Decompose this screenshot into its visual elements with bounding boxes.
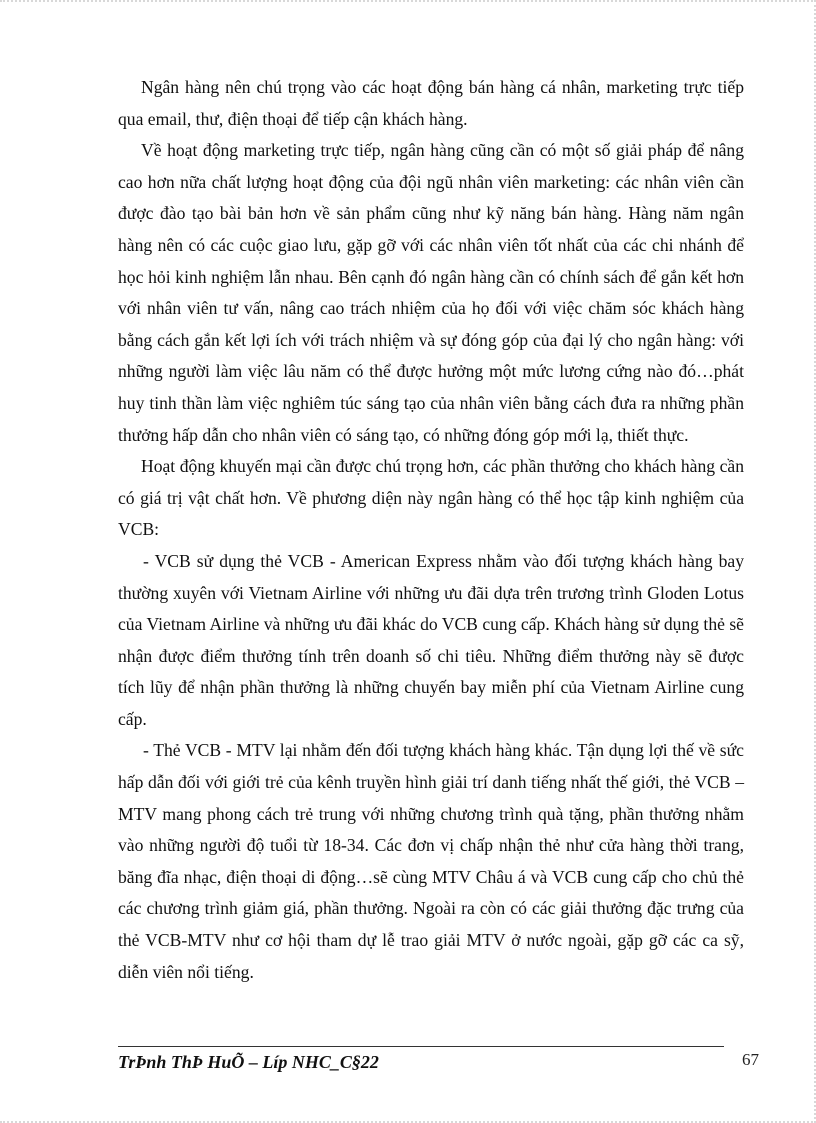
paragraph-direct-marketing: Về hoạt động marketing trực tiếp, ngân hàng cũng cần có một số giải pháp để nâng cao hơn nữa chất lượng hoạt động của đội ngũ nhân viên marketing: các nhân viên cần được đào tạo bài bản hơn về sản phẩm cũng như kỹ năng bán hàng. Hàng năm ngân hàng nên có các cuộc giao lưu, gặp gỡ với các nhân viên tốt nhất của các chi nhánh để học hỏi kinh nghiệm lẫn nhau. Bên cạnh đó ngân hàng cần có chính sách để gắn kết hơn với nhân viên tư vấn, nâng cao trách nhiệm của họ đối với việc chăm sóc khách hàng bằng cách gắn kết lợi ích với trách nhiệm và sự đóng góp của đại lý cho ngân hàng: với những người làm việc lâu năm có thể được hưởng một mức lương cứng nào đó…phát huy tinh thần làm việc nghiêm túc sáng tạo của nhân viên bằng cách đưa ra những phần thưởng hấp dẫn cho nhân viên có sáng tạo, có những đóng góp mới lạ, thiết thực.: [118, 140, 744, 445]
document-body: [118, 72, 744, 988]
paragraph-personal-sales: Ngân hàng nên chú trọng vào các hoạt động bán hàng cá nhân, marketing trực tiếp qua email, thư, điện thoại để tiếp cận khách hàng.: [118, 77, 744, 129]
paragraph-promotions: Hoạt động khuyến mại cần được chú trọng hơn, các phần thưởng cho khách hàng cần có giá trị vật chất hơn. Về phương diện này ngân hàng có thể học tập kinh nghiệm của VCB:: [118, 456, 744, 540]
bullet-vcb-mtv: - Thẻ VCB - MTV lại nhằm đến đối tượng khách hàng khác. Tận dụng lợi thế về sức hấp dẫn đối với giới trẻ của kênh truyền hình giải trí danh tiếng nhất thế giới, thẻ VCB – MTV mang phong cách trẻ trung với những chương trình quà tặng, phần thưởng nhằm vào những người độ tuổi từ 18-34. Các đơn vị chấp nhận thẻ như cửa hàng thời trang, băng đĩa nhạc, điện thoại di động…sẽ cùng MTV Châu á và VCB cung cấp cho chủ thẻ các chương trình giảm giá, phần thưởng. Ngoài ra còn có các giải thưởng đặc trưng của thẻ VCB-MTV như cơ hội tham dự lễ trao giải MTV ở nước ngoài, gặp gỡ các ca sỹ, diễn viên nổi tiếng.: [118, 740, 744, 982]
bullet-vcb-american-express: - VCB sử dụng thẻ VCB - American Express nhằm vào đối tượng khách hàng bay thường xuyên với Vietnam Airline với những ưu đãi dựa trên trương trình Gloden Lotus của Vietnam Airline và những ưu đãi khác do VCB cung cấp. Khách hàng sử dụng thẻ sẽ nhận được điểm thưởng tính trên doanh số chi tiêu. Những điểm thưởng này sẽ được tích lũy để nhận phần thưởng là những chuyến bay miễn phí của Vietnam Airline cung cấp.: [118, 550, 744, 729]
page-number: 67: [742, 1050, 759, 1069]
footer-divider: [118, 1046, 724, 1047]
footer-author: TrÞnh ThÞ HuÕ – Líp NHC_C§22: [118, 1052, 379, 1072]
